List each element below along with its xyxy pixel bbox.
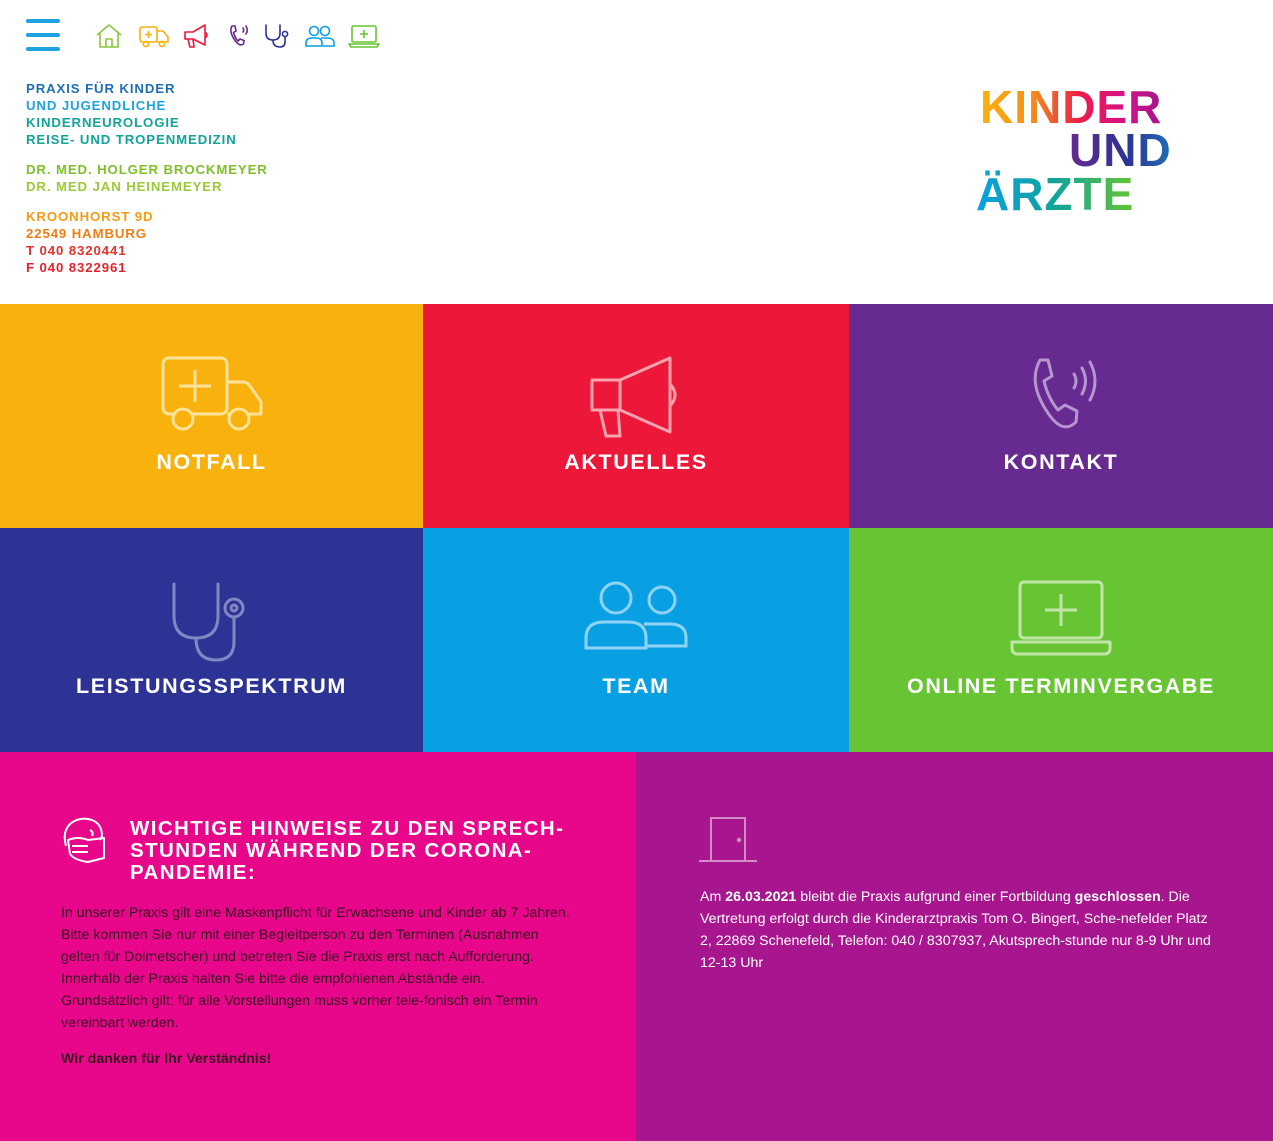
team-icon bbox=[584, 580, 688, 652]
menu-bar bbox=[26, 33, 60, 37]
kinder-und-aerzte-logo[interactable] bbox=[976, 80, 1191, 220]
logo-word-kinder: KINDER bbox=[980, 81, 1163, 133]
tile-label: KONTAKT bbox=[1003, 450, 1119, 474]
tile-leistungsspektrum[interactable] bbox=[0, 528, 423, 752]
door-icon bbox=[699, 816, 757, 862]
home-icon bbox=[94, 22, 124, 50]
nav-leistungen-link[interactable] bbox=[262, 22, 304, 50]
tile-label: AKTUELLES bbox=[564, 450, 708, 474]
address-street: KROONHORST 9D bbox=[26, 209, 154, 224]
tile-aktuelles[interactable] bbox=[423, 304, 849, 528]
tile-kontakt[interactable] bbox=[849, 304, 1273, 528]
nav-home-link[interactable] bbox=[94, 22, 138, 50]
nav-kontakt-link[interactable] bbox=[226, 22, 262, 50]
phone-icon bbox=[1024, 356, 1098, 438]
closure-middle: bleibt die Praxis aufgrund einer Fortbildung bbox=[800, 889, 1071, 905]
corona-notice-panel bbox=[0, 752, 636, 1141]
tile-team[interactable] bbox=[423, 528, 849, 752]
fax-number: F 040 8322961 bbox=[26, 260, 127, 275]
menu-bar bbox=[26, 19, 60, 23]
nav-notfall-link[interactable] bbox=[138, 22, 182, 50]
menu-bar bbox=[26, 47, 60, 51]
phone-icon bbox=[226, 22, 252, 50]
closure-prefix: Am bbox=[700, 889, 722, 905]
closure-rest: . Die Vertretung erfolgt durch die Kinderarztpraxis Tom O. Bingert, Sche-nefelder Platz 2, 22869 Schenefeld, Telefon: 040 / 8307937, Akutsprech-stunde nur 8-9 Uhr und 12-13 Uhr bbox=[700, 889, 1211, 971]
ambulance-icon bbox=[161, 356, 263, 432]
specialty-line: REISE- UND TROPENMEDIZIN bbox=[26, 132, 237, 147]
closure-notice-panel bbox=[636, 752, 1273, 1141]
laptop-medical-icon bbox=[348, 22, 380, 50]
corona-notice-title: WICHTIGE HINWEISE ZU DEN SPRECH-STUNDEN WÄHREND DER CORONA-PANDEMIE: bbox=[130, 817, 565, 884]
phone-number[interactable]: T 040 8320441 bbox=[26, 243, 127, 258]
nav-termin-link[interactable] bbox=[348, 22, 384, 50]
closure-date: 26.03.2021 bbox=[725, 889, 797, 905]
specialty-line: KINDERNEUROLOGIE bbox=[26, 115, 180, 130]
logo-word-und: UND bbox=[1069, 124, 1172, 176]
stethoscope-icon bbox=[170, 580, 254, 664]
corona-notice-text: In unserer Praxis gilt eine Maskenpflicht für Erwachsene und Kinder ab 7 Jahren. Bitte kommen Sie nur mit einer Begleitperson zu den Terminen (Ausnahmen gelten für Dolmetscher) und betreten Sie die Praxis erst nach Aufforderung. Innerhalb der Praxis halten Sie bitte die empfohlenen Abstände ein. Grundsätzlich gilt: für alle Vorstellungen muss vorher tele-fonisch ein Termin vereinbart werden. bbox=[61, 905, 570, 1031]
tile-label: TEAM bbox=[602, 674, 670, 698]
megaphone-icon bbox=[590, 356, 682, 438]
address-city: 22549 HAMBURG bbox=[26, 226, 147, 241]
mask-icon bbox=[60, 816, 108, 866]
corona-thanks-text: Wir danken für Ihr Verständnis! bbox=[61, 1051, 272, 1067]
nav-aktuelles-link[interactable] bbox=[182, 22, 226, 50]
practice-info bbox=[26, 80, 268, 276]
hamburger-menu-button[interactable] bbox=[26, 19, 60, 51]
specialty-line: UND JUGENDLICHE bbox=[26, 98, 167, 113]
closure-notice-text bbox=[700, 886, 1220, 974]
closure-closed: geschlossen bbox=[1074, 889, 1161, 905]
ambulance-icon bbox=[138, 22, 170, 50]
nav-team-link[interactable] bbox=[304, 22, 348, 50]
tile-notfall[interactable] bbox=[0, 304, 423, 528]
stethoscope-icon bbox=[262, 22, 292, 50]
icon-navigation bbox=[94, 22, 384, 50]
doctor-name: DR. MED JAN HEINEMEYER bbox=[26, 179, 223, 194]
doctor-name: DR. MED. HOLGER BROCKMEYER bbox=[26, 162, 268, 177]
logo-word-aerzte: ÄRZTE bbox=[976, 168, 1135, 220]
laptop-medical-icon bbox=[1010, 580, 1112, 656]
tile-label: ONLINE TERMINVERGABE bbox=[907, 674, 1215, 698]
team-icon bbox=[304, 22, 336, 50]
tile-label: LEISTUNGSSPEKTRUM bbox=[76, 674, 347, 698]
megaphone-icon bbox=[182, 22, 212, 50]
tile-online-terminvergabe[interactable] bbox=[849, 528, 1273, 752]
tile-label: NOTFALL bbox=[156, 450, 267, 474]
specialty-line: PRAXIS FÜR KINDER bbox=[26, 81, 176, 96]
